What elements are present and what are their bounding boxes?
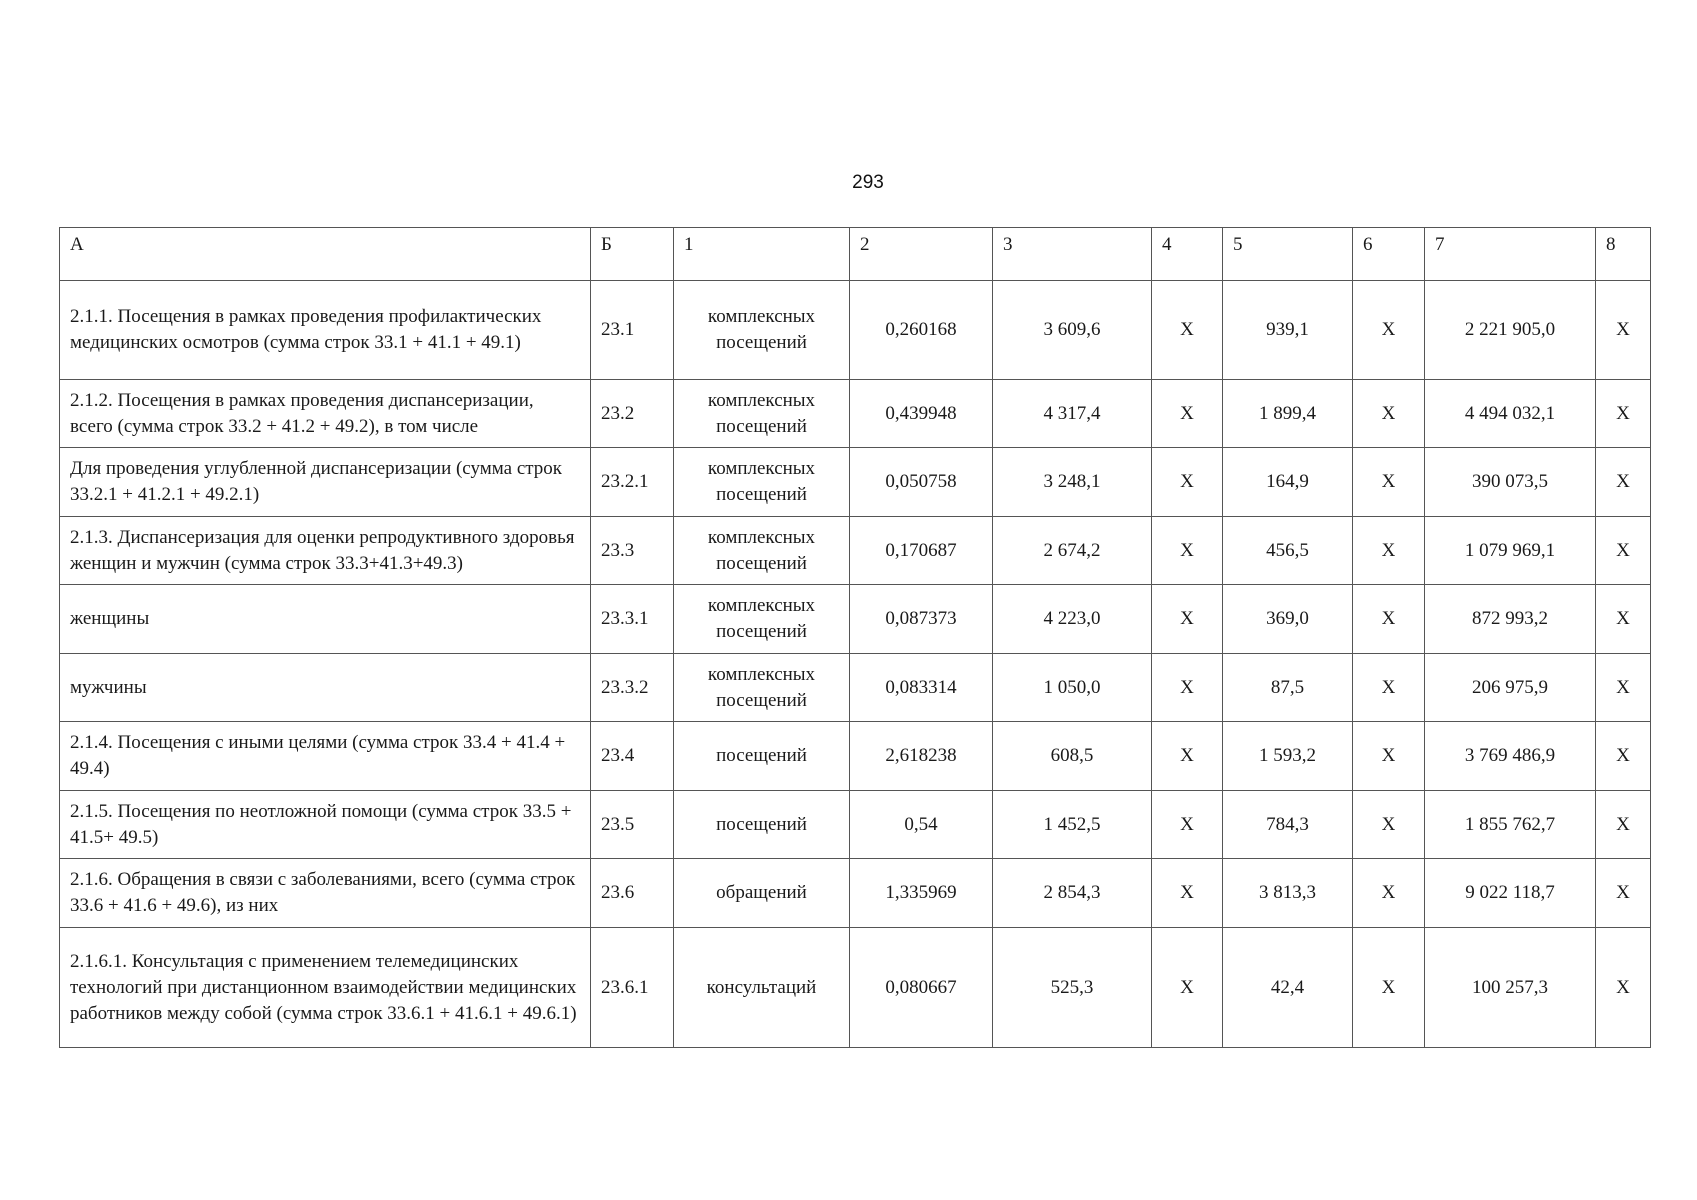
table-row	[60, 281, 1651, 380]
table-row	[60, 380, 1651, 448]
row-name-cell: 2.1.6. Обращения в связи с заболеваниями, всего (сумма строк 33.6 + 41.6 + 49.6), из них	[60, 859, 591, 928]
row-col5-cell: 784,3	[1223, 791, 1353, 859]
row-unit-cell: посещений	[674, 722, 850, 791]
row-col6-cell: X	[1353, 448, 1425, 517]
row-col5-cell: 456,5	[1223, 517, 1353, 585]
row-col6-cell: X	[1353, 722, 1425, 791]
row-col5-cell: 87,5	[1223, 654, 1353, 722]
row-col7-cell: 9 022 118,7	[1425, 859, 1596, 928]
row-unit-cell: комплексных посещений	[674, 585, 850, 654]
row-code-cell: 23.3.2	[591, 654, 674, 722]
row-code-cell: 23.3	[591, 517, 674, 585]
header-cell-5: 5	[1223, 228, 1353, 281]
row-col6-cell: X	[1353, 928, 1425, 1048]
row-col6-cell: X	[1353, 281, 1425, 380]
row-name-cell: 2.1.4. Посещения с иными целями (сумма строк 33.4 + 41.4 + 49.4)	[60, 722, 591, 791]
header-cell-8: 8	[1596, 228, 1651, 281]
header-cell-7: 7	[1425, 228, 1596, 281]
row-col4-cell: X	[1152, 654, 1223, 722]
table-row	[60, 517, 1651, 585]
row-col7-cell: 2 221 905,0	[1425, 281, 1596, 380]
row-col2-cell: 0,54	[850, 791, 993, 859]
row-name-cell: Для проведения углубленной диспансеризации (сумма строк 33.2.1 + 41.2.1 + 49.2.1)	[60, 448, 591, 517]
row-col2-cell: 0,439948	[850, 380, 993, 448]
row-col7-cell: 3 769 486,9	[1425, 722, 1596, 791]
row-code-cell: 23.6	[591, 859, 674, 928]
row-name-cell: 2.1.3. Диспансеризация для оценки репродуктивного здоровья женщин и мужчин (сумма строк 33.3+41.3+49.3)	[60, 517, 591, 585]
row-col2-cell: 0,083314	[850, 654, 993, 722]
row-col4-cell: X	[1152, 281, 1223, 380]
row-code-cell: 23.5	[591, 791, 674, 859]
row-col2-cell: 0,050758	[850, 448, 993, 517]
table-row	[60, 859, 1651, 928]
row-unit-cell: комплексных посещений	[674, 380, 850, 448]
row-col5-cell: 369,0	[1223, 585, 1353, 654]
row-col5-cell: 3 813,3	[1223, 859, 1353, 928]
header-cell-2: 2	[850, 228, 993, 281]
row-code-cell: 23.6.1	[591, 928, 674, 1048]
row-col7-cell: 100 257,3	[1425, 928, 1596, 1048]
table-row	[60, 722, 1651, 791]
row-col4-cell: X	[1152, 448, 1223, 517]
row-col8-cell: X	[1596, 585, 1651, 654]
row-col4-cell: X	[1152, 791, 1223, 859]
row-col6-cell: X	[1353, 859, 1425, 928]
row-unit-cell: комплексных посещений	[674, 448, 850, 517]
row-unit-cell: комплексных посещений	[674, 517, 850, 585]
table-row	[60, 928, 1651, 1048]
row-col2-cell: 2,618238	[850, 722, 993, 791]
row-col6-cell: X	[1353, 380, 1425, 448]
row-code-cell: 23.2	[591, 380, 674, 448]
row-col3-cell: 2 854,3	[993, 859, 1152, 928]
row-col8-cell: X	[1596, 517, 1651, 585]
header-cell-4: 4	[1152, 228, 1223, 281]
row-col3-cell: 608,5	[993, 722, 1152, 791]
row-unit-cell: консультаций	[674, 928, 850, 1048]
row-col5-cell: 164,9	[1223, 448, 1353, 517]
row-col3-cell: 1 050,0	[993, 654, 1152, 722]
row-col3-cell: 4 317,4	[993, 380, 1152, 448]
row-col6-cell: X	[1353, 517, 1425, 585]
row-col7-cell: 206 975,9	[1425, 654, 1596, 722]
row-name-cell: 2.1.5. Посещения по неотложной помощи (сумма строк 33.5 + 41.5+ 49.5)	[60, 791, 591, 859]
row-col6-cell: X	[1353, 585, 1425, 654]
row-col7-cell: 4 494 032,1	[1425, 380, 1596, 448]
row-col3-cell: 525,3	[993, 928, 1152, 1048]
row-col3-cell: 3 248,1	[993, 448, 1152, 517]
row-code-cell: 23.3.1	[591, 585, 674, 654]
row-col4-cell: X	[1152, 928, 1223, 1048]
row-col5-cell: 1 593,2	[1223, 722, 1353, 791]
row-name-cell: 2.1.1. Посещения в рамках проведения профилактических медицинских осмотров (сумма строк 33.1 + 41.1 + 49.1)	[60, 281, 591, 380]
row-col8-cell: X	[1596, 448, 1651, 517]
table-header-row	[60, 228, 1651, 281]
row-name-cell: 2.1.6.1. Консультация с применением телемедицинских технологий при дистанционном взаимодействии медицинских работников между собой (сумма строк 33.6.1 + 41.6.1 + 49.6.1)	[60, 928, 591, 1048]
table-row	[60, 654, 1651, 722]
row-col3-cell: 4 223,0	[993, 585, 1152, 654]
row-name-cell: мужчины	[60, 654, 591, 722]
data-table	[59, 227, 1651, 1048]
row-col3-cell: 1 452,5	[993, 791, 1152, 859]
row-unit-cell: комплексных посещений	[674, 281, 850, 380]
row-col2-cell: 1,335969	[850, 859, 993, 928]
header-cell-3: 3	[993, 228, 1152, 281]
row-col8-cell: X	[1596, 281, 1651, 380]
header-cell-b: Б	[591, 228, 674, 281]
row-col2-cell: 0,087373	[850, 585, 993, 654]
row-col4-cell: X	[1152, 859, 1223, 928]
row-col8-cell: X	[1596, 928, 1651, 1048]
table-row	[60, 448, 1651, 517]
row-col5-cell: 42,4	[1223, 928, 1353, 1048]
row-col4-cell: X	[1152, 517, 1223, 585]
row-col2-cell: 0,170687	[850, 517, 993, 585]
row-col4-cell: X	[1152, 380, 1223, 448]
table-row	[60, 585, 1651, 654]
row-unit-cell: обращений	[674, 859, 850, 928]
row-name-cell: 2.1.2. Посещения в рамках проведения диспансеризации, всего (сумма строк 33.2 + 41.2 + 49.2), в том числе	[60, 380, 591, 448]
row-col7-cell: 1 079 969,1	[1425, 517, 1596, 585]
row-col8-cell: X	[1596, 791, 1651, 859]
row-col6-cell: X	[1353, 791, 1425, 859]
row-col5-cell: 939,1	[1223, 281, 1353, 380]
row-col3-cell: 3 609,6	[993, 281, 1152, 380]
header-cell-a: А	[60, 228, 591, 281]
row-col8-cell: X	[1596, 859, 1651, 928]
row-unit-cell: посещений	[674, 791, 850, 859]
header-cell-1: 1	[674, 228, 850, 281]
row-col7-cell: 1 855 762,7	[1425, 791, 1596, 859]
header-cell-6: 6	[1353, 228, 1425, 281]
row-col2-cell: 0,080667	[850, 928, 993, 1048]
row-col6-cell: X	[1353, 654, 1425, 722]
row-name-cell: женщины	[60, 585, 591, 654]
page-number: 293	[852, 172, 884, 193]
row-col4-cell: X	[1152, 585, 1223, 654]
row-col2-cell: 0,260168	[850, 281, 993, 380]
row-col5-cell: 1 899,4	[1223, 380, 1353, 448]
table-row	[60, 791, 1651, 859]
row-col7-cell: 390 073,5	[1425, 448, 1596, 517]
row-col8-cell: X	[1596, 380, 1651, 448]
row-col8-cell: X	[1596, 722, 1651, 791]
row-code-cell: 23.4	[591, 722, 674, 791]
row-code-cell: 23.2.1	[591, 448, 674, 517]
row-code-cell: 23.1	[591, 281, 674, 380]
row-unit-cell: комплексных посещений	[674, 654, 850, 722]
row-col3-cell: 2 674,2	[993, 517, 1152, 585]
row-col7-cell: 872 993,2	[1425, 585, 1596, 654]
row-col8-cell: X	[1596, 654, 1651, 722]
row-col4-cell: X	[1152, 722, 1223, 791]
